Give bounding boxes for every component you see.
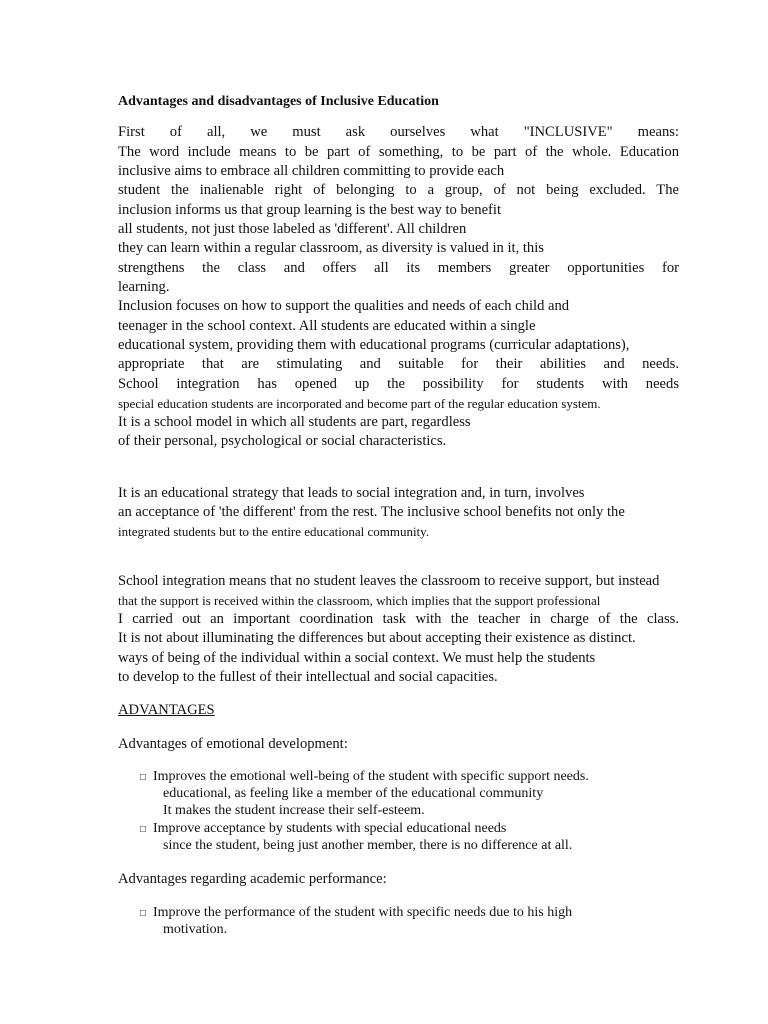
text-line: they can learn within a regular classroom, as diversity is valued in it, this (118, 240, 544, 256)
text-line: to develop to the fullest of their intellectual and social capacities. (118, 669, 498, 685)
text-line: It is a school model in which all students are part, regardless (118, 414, 471, 430)
text-line: appropriate that are stimulating and suitable for their abilities and needs. (118, 356, 679, 372)
checkbox-square-icon: □ (140, 824, 147, 835)
text-line: of their personal, psychological or social characteristics. (118, 433, 447, 449)
list-item-text: Improve the performance of the student with specific needs due to his high (153, 905, 573, 920)
checkbox-square-icon: □ (140, 772, 147, 783)
text-line: teenager in the school context. All students are educated within a single (118, 318, 536, 334)
text-line: inclusive aims to embrace all children committing to provide each (118, 163, 505, 179)
list-item-text: Improves the emotional well-being of the student with specific support needs. (153, 769, 589, 784)
text-line: The word include means to be part of something, to be part of the whole. Education (118, 144, 679, 160)
text-line: special education students are incorporated and become part of the regular education system. (118, 396, 601, 411)
text-line: Inclusion focuses on how to support the qualities and needs of each child and (118, 298, 570, 314)
text-line: School integration means that no student leaves the classroom to receive support, but instead (118, 573, 660, 589)
list-item-text: motivation. (163, 922, 228, 937)
list-item-continuation (163, 921, 227, 938)
text-line: It is an educational strategy that leads to social integration and, in turn, involves (118, 485, 585, 501)
text-line: strengthens the class and offers all its members greater opportunities for (118, 260, 679, 276)
text-line: inclusion informs us that group learning is the best way to benefit (118, 202, 502, 218)
text-line: that the support is received within the classroom, which implies that the support professional (118, 593, 601, 608)
text-line: School integration has opened up the possibility for students with needs (118, 376, 679, 392)
checkbox-square-icon: □ (140, 908, 147, 919)
list-item (140, 768, 589, 786)
list-item-text: It makes the student increase their self-esteem. (163, 803, 425, 818)
text-line: integrated students but to the entire educational community. (118, 524, 430, 539)
list-item-continuation (163, 785, 543, 802)
list-item-text: Improve acceptance by students with special educational needs (153, 821, 507, 836)
text-line: student the inalienable right of belonging to a group, of not being excluded. The (118, 182, 679, 198)
text-line: I carried out an important coordination task with the teacher in charge of the class. (118, 611, 679, 627)
list-item-continuation (163, 802, 425, 819)
text-line: all students, not just those labeled as 'different'. All children (118, 221, 467, 237)
academic-subheading: Advantages regarding academic performance: (118, 871, 387, 887)
list-item-text: since the student, being just another member, there is no difference at all. (163, 838, 573, 853)
text-line: It is not about illuminating the differences but about accepting their existence as distinct. (118, 630, 636, 646)
document-title: Advantages and disadvantages of Inclusive Education (118, 94, 439, 109)
list-item-text: educational, as feeling like a member of the educational community (163, 786, 544, 801)
list-item (140, 820, 506, 838)
list-item (140, 904, 572, 922)
text-line: learning. (118, 279, 170, 295)
text-line: ways of being of the individual within a social context. We must help the students (118, 650, 596, 666)
text-line: First of all, we must ask ourselves what "INCLUSIVE" means: (118, 124, 679, 140)
list-item-continuation (163, 837, 572, 854)
advantages-heading: ADVANTAGES (118, 702, 215, 718)
emotional-subheading: Advantages of emotional development: (118, 736, 348, 752)
text-line: educational system, providing them with educational programs (curricular adaptations), (118, 337, 630, 353)
text-line: an acceptance of 'the different' from the rest. The inclusive school benefits not only the (118, 504, 625, 520)
